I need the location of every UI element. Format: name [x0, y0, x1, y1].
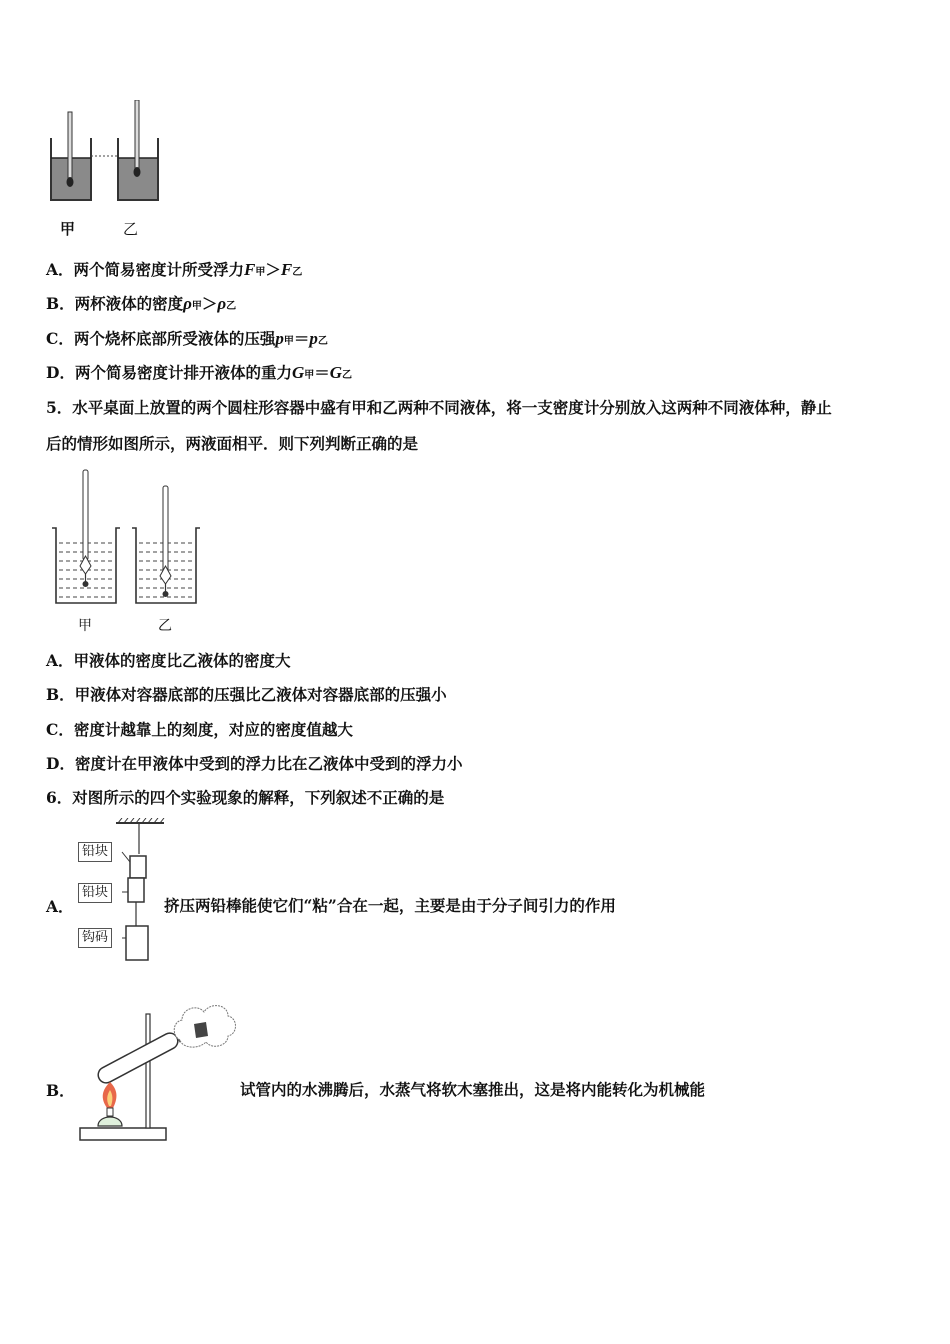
- q4-option-b: B．两杯液体的密度ρ甲＞ρ乙: [46, 294, 237, 313]
- q6-b-figure: [76, 1000, 241, 1145]
- q5-label-yi: 乙: [158, 618, 172, 634]
- q4-option-d: D．两个简易密度计排开液体的重力G甲＝G乙: [46, 363, 353, 382]
- q6-a-label-lead-block-2: 铅块: [78, 883, 112, 903]
- q6-option-b-letter: B．: [46, 1081, 75, 1100]
- q4-label-jia: 甲: [60, 220, 76, 238]
- q4-figure: [46, 100, 176, 205]
- q6-stem: 6．对图所示的四个实验现象的解释，下列叙述不正确的是: [46, 788, 445, 807]
- q6-a-figure: [76, 818, 166, 963]
- q5-stem-line1: 5．水平桌面上放置的两个圆柱形容器中盛有甲和乙两种不同液体，将一支密度计分别放入这两种不同液体种，静止: [46, 398, 832, 417]
- q6-option-b-text: 试管内的水沸腾后，水蒸气将软木塞推出，这是将内能转化为机械能: [240, 1080, 706, 1099]
- q4-option-c: C．两个烧杯底部所受液体的压强p甲＝p乙: [46, 329, 328, 348]
- q5-option-b: B．甲液体对容器底部的压强比乙液体对容器底部的压强小: [46, 685, 447, 704]
- q6-option-a-text: 挤压两铅棒能使它们“粘”合在一起，主要是由于分子间引力的作用: [164, 896, 616, 915]
- q6-a-label-weight: 钩码: [78, 928, 112, 948]
- q5-option-c: C．密度计越靠上的刻度，对应的密度值越大: [46, 720, 353, 739]
- q5-figure: [50, 468, 210, 613]
- q6-option-a-letter: A．: [46, 897, 74, 916]
- q6-b-test-tube-diagram: [76, 1000, 241, 1145]
- q5-hydrometers-diagram: [50, 468, 210, 613]
- q5-label-jia: 甲: [78, 618, 92, 634]
- q4-option-a: A．两个简易密度计所受浮力F甲＞F乙: [46, 260, 303, 279]
- q5-option-a: A．甲液体的密度比乙液体的密度大: [46, 651, 291, 670]
- q5-stem-line2: 后的情形如图所示，两液面相平．则下列判断正确的是: [46, 434, 419, 453]
- q6-a-label-lead-block-1: 铅块: [78, 842, 112, 862]
- q4-label-yi: 乙: [123, 220, 139, 238]
- q5-option-d: D．密度计在甲液体中受到的浮力比在乙液体中受到的浮力小: [46, 754, 463, 773]
- q4-beakers-diagram: [46, 100, 176, 205]
